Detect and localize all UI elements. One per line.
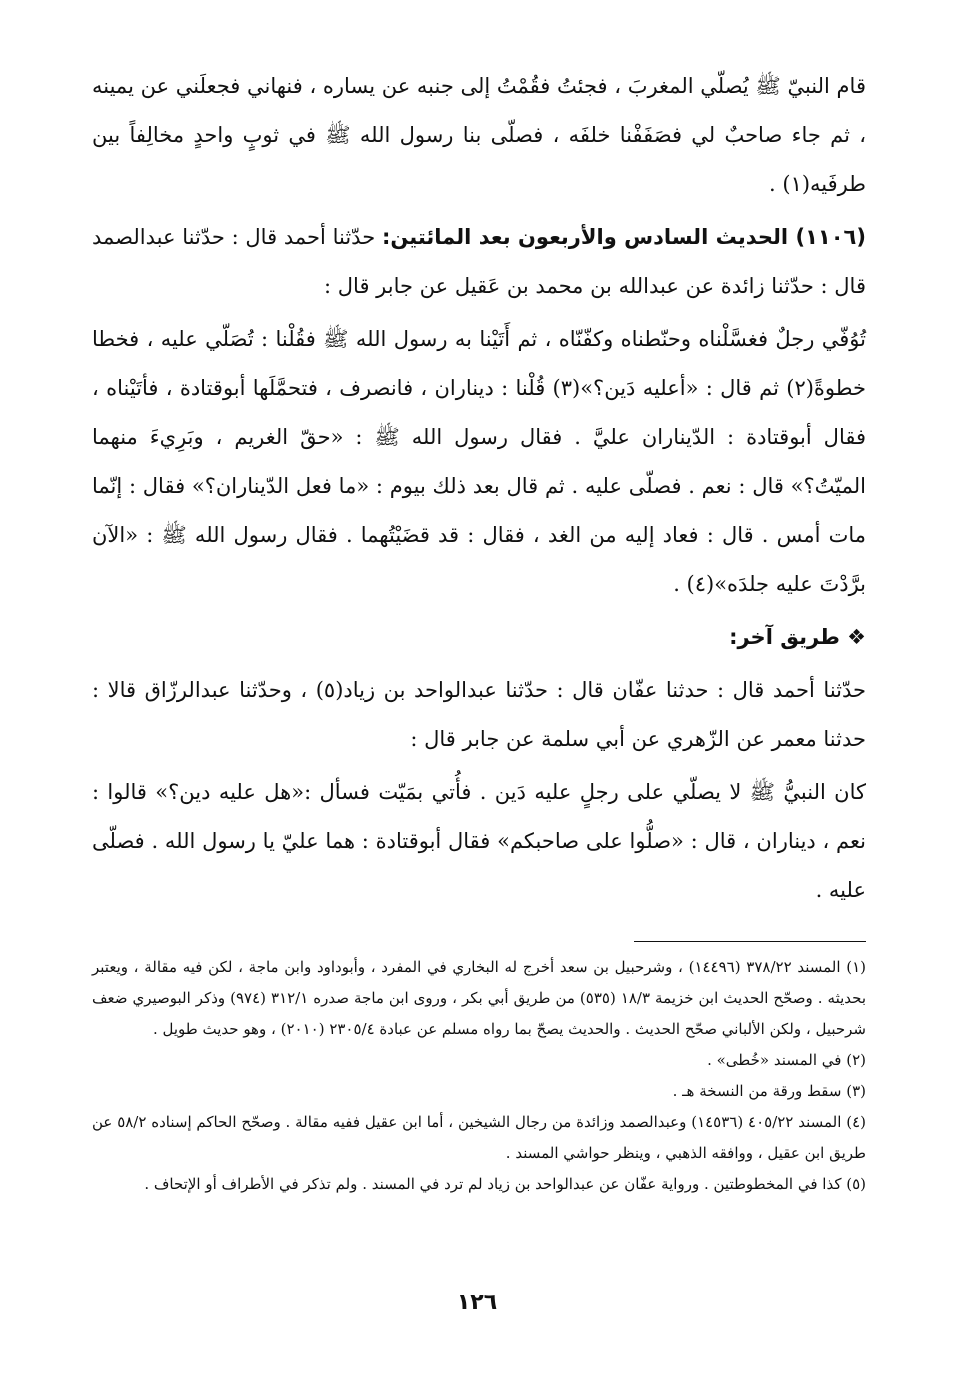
paragraph-5: كان النبيُّ ﷺ لا يصلّي على رجلٍ عليه دَين . فأُتي بمَيّت فسأل :«هل عليه دين؟» قالوا : نعم ، ديناران ، قال : «صلُّوا على صاحبكم» فقال أبوقتادة : هما عليّ يا رسول الله . فصلّى عليه . — [92, 780, 866, 902]
footnote-1: (١) المسند ٣٧٨/٢٢ (١٤٤٩٦) ، وشرحبيل بن سعد أخرج له البخاري في المفرد ، وأبوداود وابن ماجة ، لكن فيه مقالة ، ويعتبر بحديثه . وصحّح الحديث ابن خزيمة ١٨/٣ (٥٣٥) من طريق أبي بكر ، وروى ابن ماجة صدره ٣١٢/١ (٩٧٤) وذكر البوصيري ضعف شرحبيل ، ولكن الألباني صحّح الحديث . والحديث يصحّ بما رواه مسلم عن عبادة ٢٣٠٥/٤ (٢٠١٠) ، وهو حديث طويل . — [92, 958, 867, 1038]
hadith-heading: (١١٠٦) الحديث السادس والأربعون بعد المائتين: — [381, 225, 866, 249]
main-text — [92, 62, 866, 915]
hadith-paragraph — [92, 213, 866, 311]
footnote-5: (٥) كذا في المخطوطتين . ورواية عفّان عن عبدالواحد بن زياد لم ترد في المسند . ولم تذكر في الأطراف أو الإتحاف . — [144, 1175, 866, 1193]
hadith-isnad: حدّثنا أحمد قال : حدّثنا عبدالصمد قال : حدّثنا زائدة عن عبدالله بن محمد بن عَقيل عن جابر قال : — [92, 225, 866, 298]
footnote-4: (٤) المسند ٤٠٥/٢٢ (١٤٥٣٦) وعبدالصمد وزائدة من رجال الشيخين ، أما ابن عقيل ففيه مقالة . وصحّح الحاكم إسناده ٥٨/٢ عن طريق ابن عقيل ، ووافقه الذهبي ، وينظر حواشي المسند . — [92, 1113, 866, 1162]
footnote-divider — [634, 941, 866, 942]
footnote-2: (٢) في المسند «خُطى» . — [707, 1051, 866, 1069]
isnad-2: حدّثنا أحمد قال : حدثنا عفّان قال : حدّثنا عبدالواحد بن زياد(٥) ، وحدّثنا عبدالرزّاق قالا : حدثنا معمر عن الزّهري عن أبي سلمة عن جابر قال : — [92, 678, 867, 751]
subheading: ❖ طريق آخر: — [729, 625, 866, 649]
paragraph-3: تُوُفّي رجلٌ فغسَّلْناه وحنّطناه وكفّنّاه ، ثم أَتَيْنا به رسول الله ﷺ فقُلْنا : تُصَلّي عليه ، فخطا خطوةً(٢) ثم قال : «أعليه دَين؟»(٣) قُلْنا : ديناران ، فانصرف ، فتحمَّلَها أبوقتادة ، فأتَيْناه ، فقال أبوقتادة : الدّيناران عليَّ . فقال رسول الله ﷺ : «حقّ الغريم ، وبَرِيءَ منهما الميّتُ؟» قال : نعم . فصلّى عليه . ثم قال بعد ذلك بيوم : «ما فعل الدّيناران؟» فقال : إنّما مات أمس . قال : فعاد إليه من الغد ، فقال : قد قضَيْتُهما . فقال رسول الله ﷺ : «الآن برَّدْتَ عليه جلدَه»(٤) . — [92, 327, 866, 596]
page-number: ١٢٦ — [456, 1290, 498, 1315]
footnotes — [92, 952, 866, 1200]
footnote-3: (٣) سقط ورقة من النسخة هـ . — [672, 1082, 866, 1100]
paragraph-1: قام النبيّ ﷺ يُصلّي المغربَ ، فجئتُ فقُمْتُ إلى جنبه عن يساره ، فنهاني فجعلَني عن يمينه ، ثم جاء صاحبٌ لي فصَفَفْنا خلفَه ، فصلّى بنا رسول الله ﷺ في ثوبٍ واحدٍ مخالِفاً بين طرفَيه(١) . — [92, 74, 866, 196]
